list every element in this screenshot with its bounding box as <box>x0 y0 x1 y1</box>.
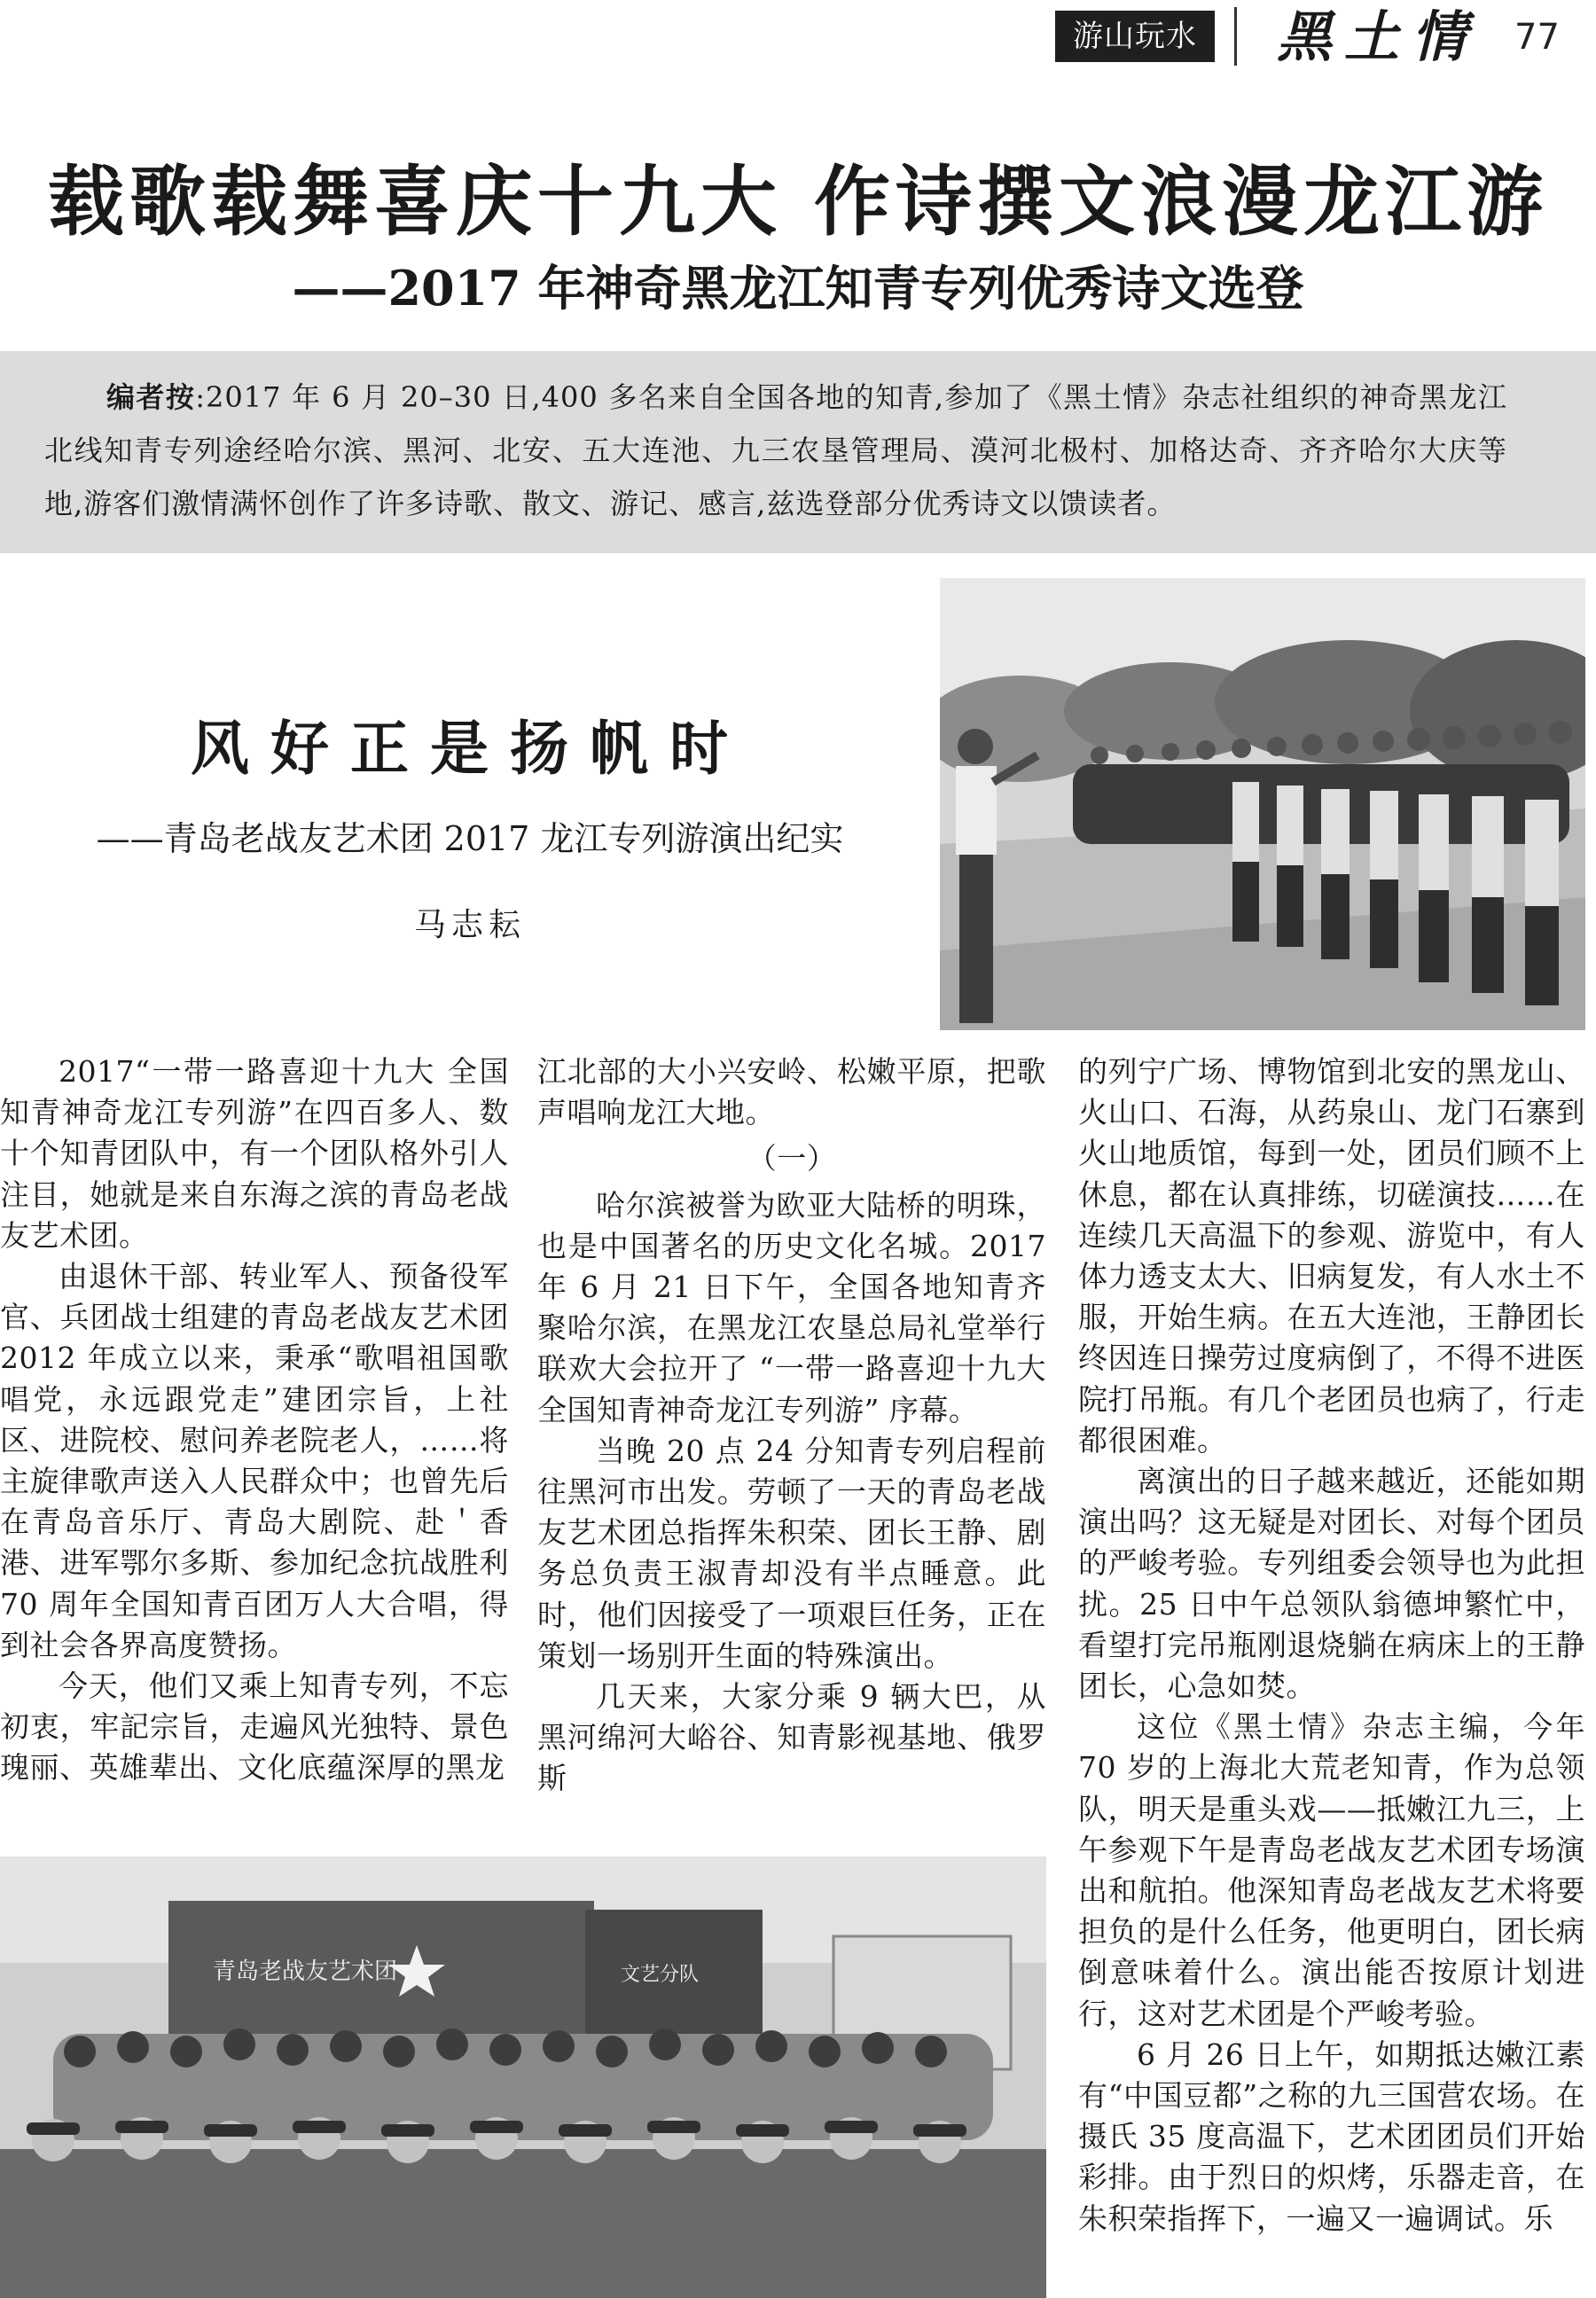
paragraph: 6 月 26 日上午，如期抵达嫩江素有“中国豆都”之称的九三国营农场。在摄氏 35 度高温下，艺术团团员们开始彩排。由于烈日的炽烤，乐器走音，在朱积荣指挥下，一遍又一遍调试。乐 <box>1078 2036 1585 2236</box>
editor-note-label: 编者按 <box>106 380 196 414</box>
main-subtitle: ——2017 年神奇黑龙江知青专列优秀诗文选登 <box>292 260 1304 317</box>
article-subtitle: ——青岛老战友艺术团 2017 龙江专列游演出纪实 <box>96 819 844 858</box>
section-heading: （一） <box>747 1141 837 1176</box>
magazine-logo: 黑土情 <box>1277 4 1480 69</box>
paragraph: 2017“一带一路喜迎十九大 全国知青神奇龙江专列游”在四百多人、数十个知青团队中，有一个团队格外引人注目，她就是来自东海之滨的青岛老战友艺术团。 <box>0 1054 509 1253</box>
paragraph: 哈尔滨被誉为欧亚大陆桥的明珠，也是中国著名的历史文化名城。2017 年 6 月 21 日下午，全国各地知青齐聚哈尔滨，在黑龙江农垦总局礼堂举行联欢大会拉开了 “一带一路喜迎十九大 全国知青神奇龙江专列游” 序幕。 <box>537 1187 1046 1427</box>
choir-photo <box>940 578 1585 1030</box>
choir-photo-image <box>940 578 1585 1030</box>
paragraph: 今天，他们又乘上知青专列，不忘初衷，牢記宗旨，走遍风光独特、景色瑰丽、英雄辈出、文化底蕴深厚的黑龙 <box>0 1669 509 1786</box>
editor-note <box>0 351 1596 553</box>
page-number: 77 <box>1514 17 1560 58</box>
group-photo-image <box>0 1856 1046 2298</box>
section-label: 游山玩水 <box>1055 11 1215 62</box>
paragraph: 当晚 20 点 24 分知青专列启程前往黑河市出发。劳顿了一天的青岛老战友艺术团总指挥朱积荣、团长王静、剧务总负责王淑青却没有半点睡意。此时，他们因接受了一项艰巨任务，正在策划一场别开生面的特殊演出。 <box>537 1433 1046 1673</box>
paragraph: 离演出的日子越来越近，还能如期演出吗？这无疑是对团长、对每个团员的严峻考验。专列组委会领导也为此担扰。25 日中午总领队翁德坤繁忙中，看望打完吊瓶刚退烧躺在病床上的王静团长，心急如焚。 <box>1078 1464 1585 1704</box>
article-column-1 <box>0 1051 509 1789</box>
article-author: 马志耘 <box>413 907 526 943</box>
banner-text-right: 文艺分队 <box>621 1964 700 1986</box>
paragraph: 几天来，大家分乘 9 辆大巴，从黑河绵河大峪谷、知青影视基地、俄罗斯 <box>537 1679 1046 1796</box>
article-column-2 <box>537 1051 1046 1800</box>
paragraph: 江北部的大小兴安岭、松嫩平原，把歌声唱响龙江大地。 <box>537 1054 1046 1130</box>
paragraph: 这位《黑土情》杂志主编，今年 70 岁的上海北大荒老知青，作为总领队，明天是重头戏——抵嫩江九三，上午参观下午是青岛老战友艺术团专场演出和航拍。他深知青岛老战友艺术将要担负的是什么任务，他更明白，团长病倒意味着什么。演出能否按原计划进行，这对艺术团是个严峻考验。 <box>1078 1709 1585 2031</box>
editor-note-body: :2017 年 6 月 20–30 日,400 多名来自全国各地的知青,参加了《黑土情》杂志社组织的神奇黑龙江北线知青专列途经哈尔滨、黑河、北安、五大连池、九三农垦管理局、漠河北极村、加格达奇、齐齐哈尔大庆等地,游客们激情满怀创作了许多诗歌、散文、游记、感言,兹选登部分优秀诗文以馈读者。 <box>44 380 1507 520</box>
paragraph: 由退休干部、转业军人、预备役军官、兵团战士组建的青岛老战友艺术团 2012 年成立以来，秉承“歌唱祖国歌唱党，永远跟党走”建团宗旨，上社区、进院校、慰问养老院老人，……将主旋律歌声送入人民群众中；也曾先后在青岛音乐厅、青岛大剧院、赴＇香港、进军鄂尔多斯、参加纪念抗战胜利 70 周年全国知青百团万人大合唱，得到社会各界高度赞扬。 <box>0 1259 509 1662</box>
main-title: 载歌载舞喜庆十九大 作诗撰文浪漫龙江游 <box>48 157 1548 246</box>
article-title: 风好正是扬帆时 <box>191 715 749 783</box>
banner-text-left: 青岛老战友艺术团 <box>213 1958 398 1985</box>
header-divider <box>1234 7 1237 66</box>
group-photo <box>0 1856 1046 2298</box>
editor-note-text <box>44 371 1507 530</box>
article-column-3 <box>1078 1051 1585 2239</box>
paragraph: 的列宁广场、博物馆到北安的黑龙山、火山口、石海，从药泉山、龙门石寨到火山地质馆，每到一处，团员们顾不上休息，都在认真排练，切磋演技……在连续几天高温下的参观、游览中，有人体力透支太大、旧病复发，有人水土不服，开始生病。在五大连池，王静团长终因连日操劳过度病倒了，不得不进医院打吊瓶。有几个老团员也病了，行走都很困难。 <box>1078 1054 1585 1458</box>
